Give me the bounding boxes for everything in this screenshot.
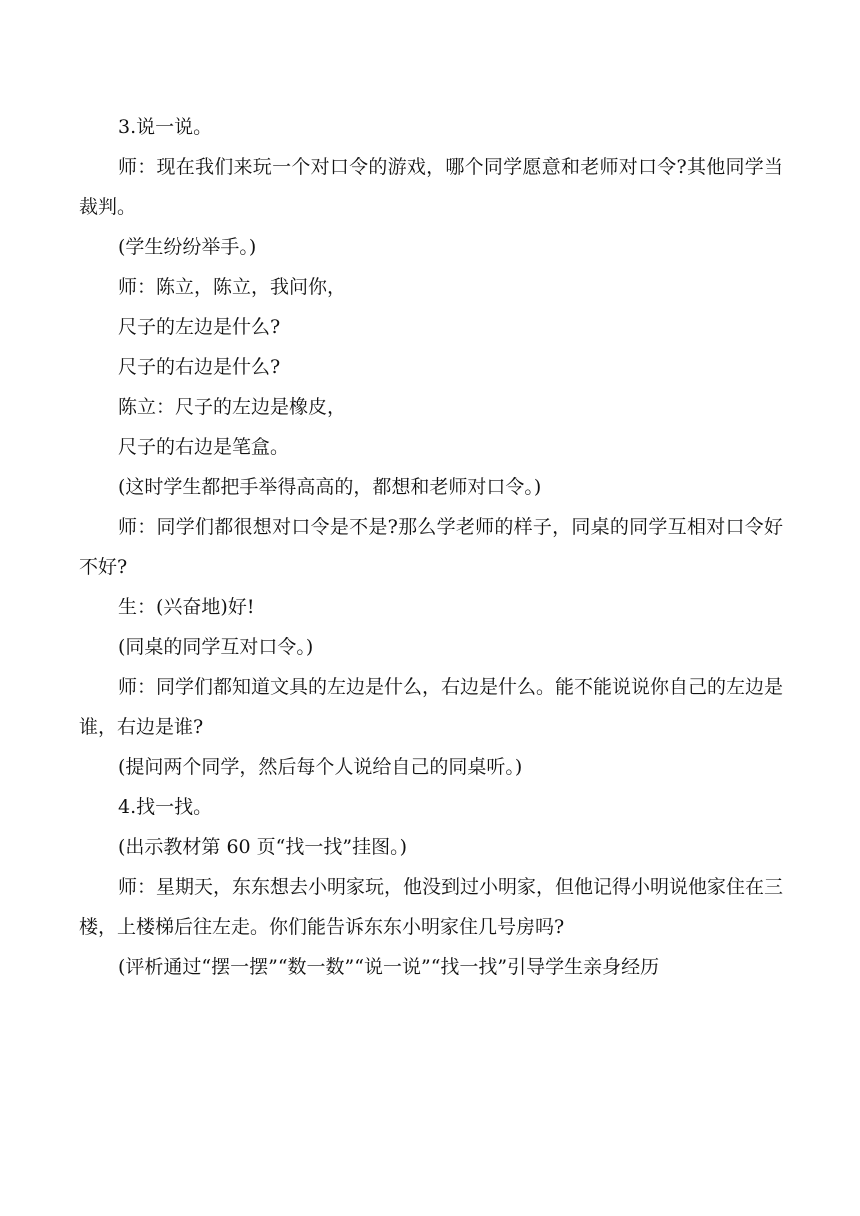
teacher-line: 尺子的右边是什么? (118, 356, 281, 378)
teacher-line: 师：星期天，东东想去小明家玩，他没到过小明家，但他记得小明说他家住在三楼，上楼梯后往左走。你们能告诉东东小明家住几号房吗? (79, 876, 784, 938)
student-line: 生：(兴奋地)好! (118, 596, 255, 618)
section-heading-say: 3.说一说。 (118, 116, 213, 138)
document-body (79, 107, 783, 987)
teacher-line: 师：同学们都很想对口令是不是?那么学老师的样子，同桌的同学互相对口令好不好? (79, 516, 783, 578)
student-line: 尺子的右边是笔盒。 (118, 436, 290, 458)
stage-direction: (出示教材第 60 页“找一找”挂图。) (118, 836, 408, 858)
stage-direction: (这时学生都把手举得高高的，都想和老师对口令。) (118, 476, 542, 498)
student-line: 陈立：尺子的左边是橡皮， (118, 396, 347, 418)
teacher-line: 师：陈立，陈立，我问你， (118, 276, 347, 298)
teacher-line: 尺子的左边是什么? (118, 316, 281, 338)
commentary-line: (评析通过“摆一摆”“数一数”“说一说”“找一找”引导学生亲身经历 (118, 956, 660, 978)
section-heading-find: 4.找一找。 (118, 796, 213, 818)
stage-direction: (学生纷纷举手。) (118, 236, 257, 258)
stage-direction: (同桌的同学互对口令。) (118, 636, 314, 658)
teacher-line: 师：同学们都知道文具的左边是什么，右边是什么。能不能说说你自己的左边是谁，右边是谁? (79, 676, 784, 738)
teacher-line: 师：现在我们来玩一个对口令的游戏，哪个同学愿意和老师对口令?其他同学当裁判。 (79, 156, 783, 218)
stage-direction: (提问两个同学，然后每个人说给自己的同桌听。) (118, 756, 523, 778)
